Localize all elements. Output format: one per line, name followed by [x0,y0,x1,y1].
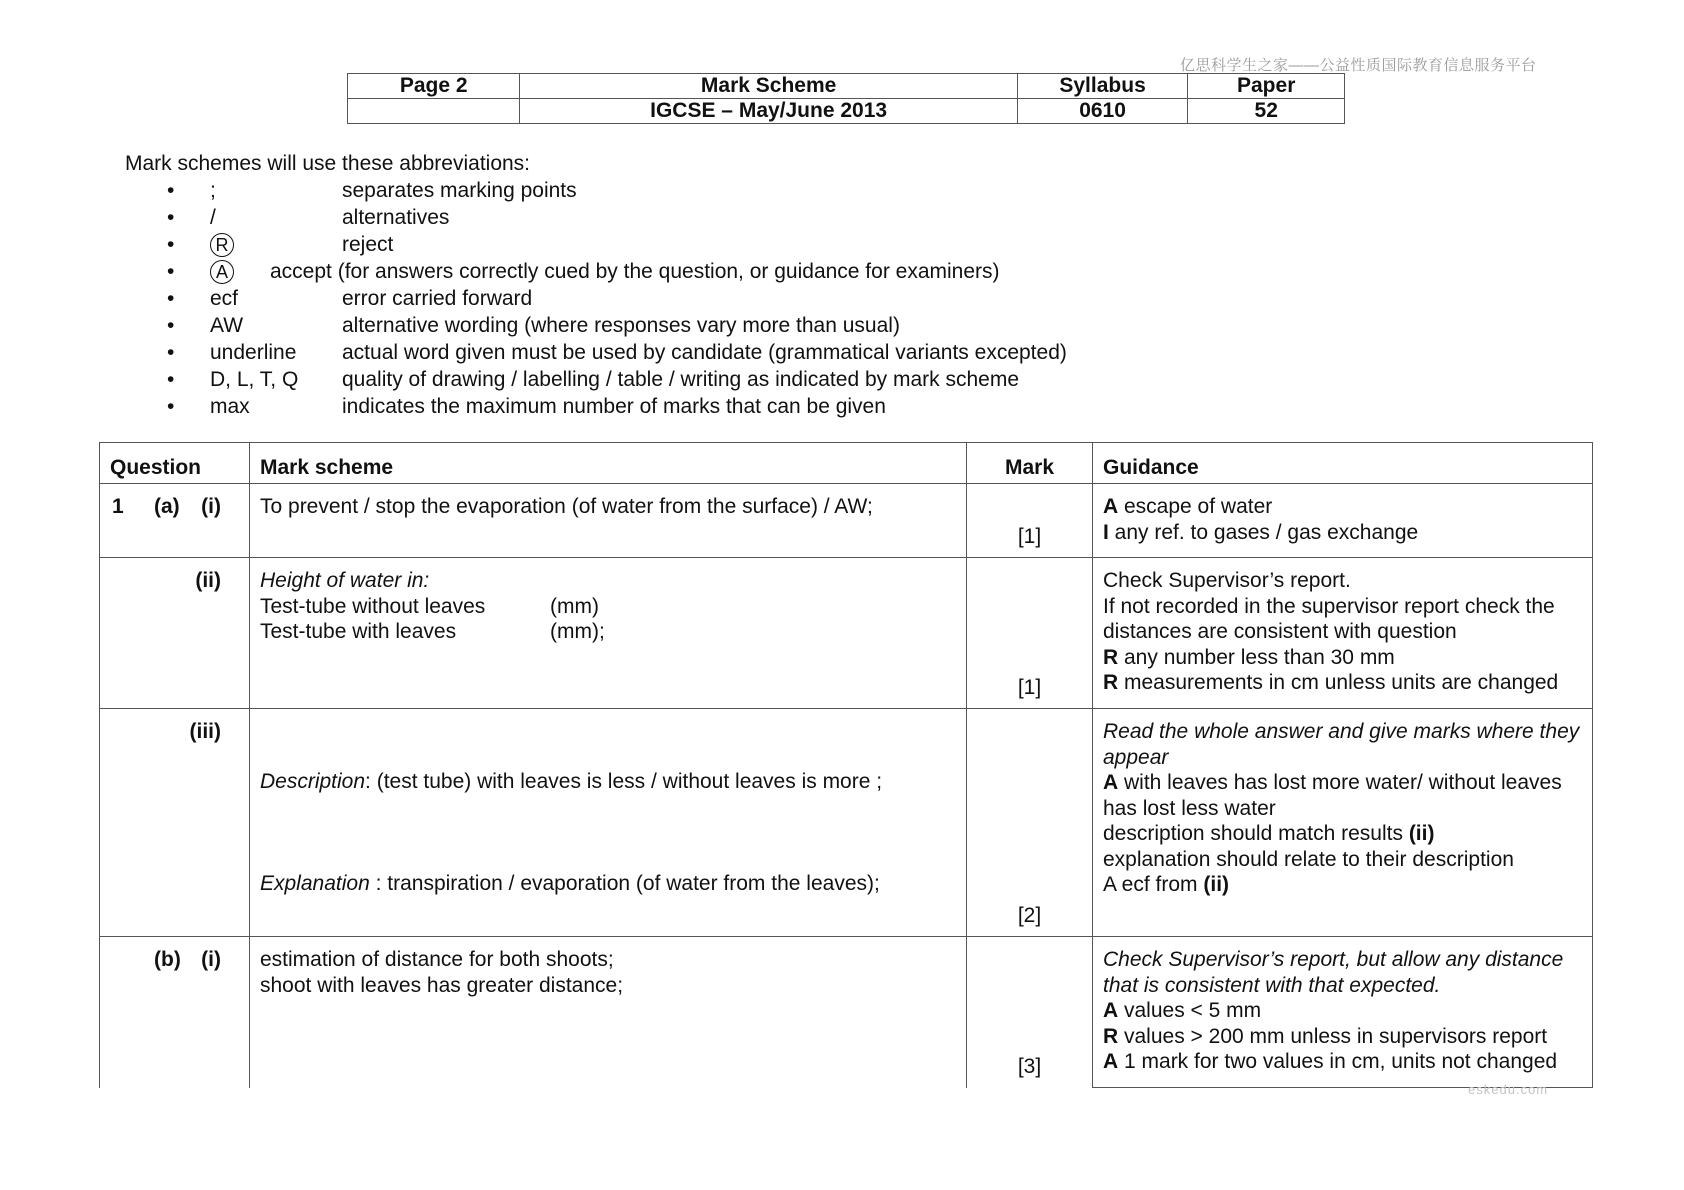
circled-a-symbol: A [210,260,234,284]
circled-r-symbol: R [210,233,234,257]
question-cell [100,484,250,558]
mark-cell [967,937,1093,1088]
abbr-meaning: alternative wording (where responses vary more than usual) [342,314,900,337]
mark-value: [1] [1017,524,1042,548]
question-subpart: (iii) [189,720,221,743]
header-syllabus: 0610 [1017,99,1188,124]
scheme-cell: Description: (test tube) with leaves is less / without leaves is more ; Explanation : transpiration / evaporation (of water from the leaves); [250,709,967,937]
mark-value: [2] [1017,903,1042,927]
abbr-symbol: max [210,395,250,418]
question-cell [100,709,250,937]
abbr-symbol: underline [210,341,297,364]
watermark-bottom: eskedu.com [1468,1082,1549,1097]
header-title: Mark Scheme [520,74,1017,99]
header-page: Page 2 [348,74,520,99]
watermark-top: 亿思科学生之家——公益性质国际教育信息服务平台 [1180,57,1537,74]
col-header-question: Question [100,443,250,484]
question-cell [100,558,250,709]
mark-scheme-table [99,442,1593,1088]
guidance-cell: A escape of water I any ref. to gases / gas exchange [1093,484,1593,558]
question-subpart: (ii) [195,569,221,592]
table-header-row [100,443,1593,484]
scheme-cell: To prevent / stop the evaporation (of water from the surface) / AW; [250,484,967,558]
mark-cell [967,484,1093,558]
intro-text: Mark schemes will use these abbreviations: [125,152,531,175]
question-part: (a) [154,495,180,518]
header-paper: 52 [1188,99,1345,124]
table-row [100,558,1593,709]
abbr-symbol: AW [210,314,244,337]
abbr-symbol: D, L, T, Q [210,368,299,391]
abbr-meaning: indicates the maximum number of marks that can be given [342,395,886,418]
question-number: 1 [112,495,124,518]
mark-cell [967,558,1093,709]
col-header-mark: Mark [967,443,1093,484]
mark-value: [3] [1017,1055,1042,1078]
question-subpart: (i) [201,495,221,518]
col-header-scheme: Mark scheme [250,443,967,484]
abbr-symbol: ; [210,179,216,202]
abbr-meaning: actual word given must be used by candidate (grammatical variants excepted) [342,341,1067,364]
table-row [100,937,1593,1088]
abbr-meaning: alternatives [342,206,450,229]
scheme-cell: Height of water in: Test-tube without leaves (mm) Test-tube with leaves (mm); [250,558,967,709]
abbr-meaning: error carried forward [342,287,533,310]
abbr-meaning: separates marking points [342,179,577,202]
header-blank [348,99,520,124]
question-cell [100,937,250,1088]
table-row [100,484,1593,558]
scheme-cell: estimation of distance for both shoots; shoot with leaves has greater distance; [250,937,967,1088]
header-syllabus-label: Syllabus [1017,74,1188,99]
table-row [100,709,1593,937]
question-part: (b) [154,948,181,971]
mark-cell [967,709,1093,937]
guidance-cell: Check Supervisor’s report. If not recorded in the supervisor report check the distances are consistent with question R any number less than 30 mm R measurements in cm unless units are changed [1093,558,1593,709]
header-exam: IGCSE – May/June 2013 [520,99,1017,124]
abbr-meaning: quality of drawing / labelling / table / writing as indicated by mark scheme [342,368,1020,391]
col-header-guidance: Guidance [1093,443,1593,484]
abbr-meaning: reject [342,233,394,256]
question-subpart: (i) [201,948,221,971]
mark-value: [1] [1017,675,1042,699]
abbr-symbol: ecf [210,287,239,310]
guidance-cell: Check Supervisor’s report, but allow any distance that is consistent with that expected. A values < 5 mm R values > 200 mm unless in supervisors report A 1 mark for two values in cm, units not changed [1093,937,1593,1088]
header-table [347,73,1345,124]
guidance-cell: Read the whole answer and give marks where they appear A with leaves has lost more water/ without leaves has lost less water description should match results (ii) explanation should relate to their description A ecf from (ii) [1093,709,1593,937]
abbr-symbol: / [210,206,216,229]
header-paper-label: Paper [1188,74,1345,99]
abbr-meaning: accept (for answers correctly cued by the question, or guidance for examiners) [270,260,1000,283]
